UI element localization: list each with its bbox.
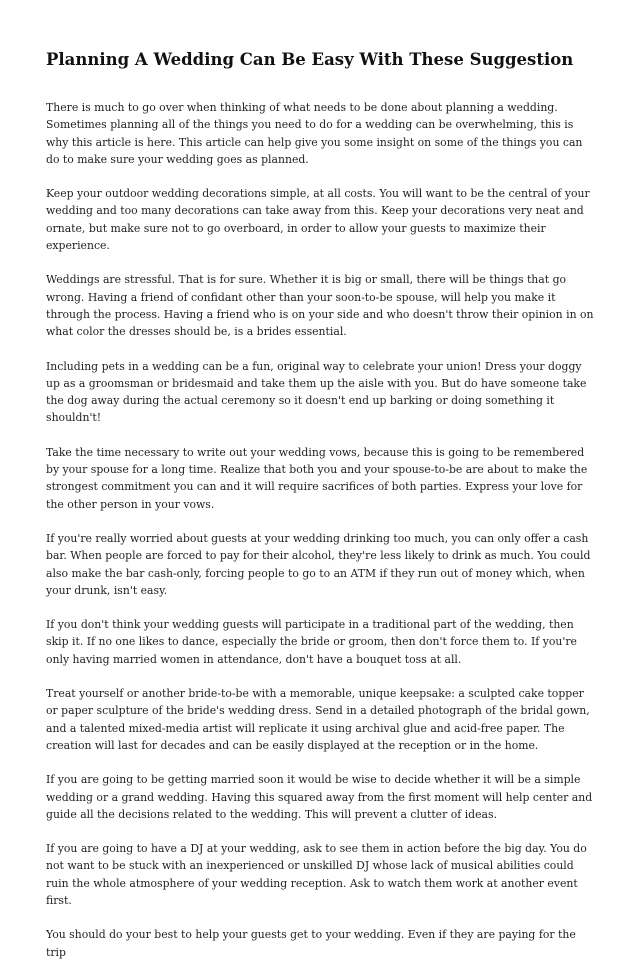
document-title: Planning A Wedding Can Be Easy With These Suggestion [46, 50, 574, 69]
paragraph-5: Take the time necessary to write out your wedding vows, because this is going to be remembered by your spouse for a long time. Realize that both you and your spouse-to-be are about to make the strongest commitment you can and it will require sacrifices of both parties. Express your love for the other person in your vows. [46, 445, 588, 511]
paragraph-9: If you are going to be getting married soon it would be wise to decide whether it will be a simple wedding or a grand wedding. Having this squared away from the first moment will help center and guide all the decisions related to the wedding. This will prevent a clutter of ideas. [46, 773, 593, 821]
paragraph-4: Including pets in a wedding can be a fun, original way to celebrate your union! Dress your doggy up as a groomsman or bridesmaid and take them up the aisle with you. But do have someone take the dog away during the actual ceremony so it doesn't end up barking or doing something it shouldn't! [46, 359, 587, 425]
paragraph-6: If you're really worried about guests at your wedding drinking too much, you can only offer a cash bar. When people are forced to pay for their alcohol, they're less likely to drink as much. You could also make the bar cash-only, forcing people to go to an ATM if they run out of money which, when your drunk, isn't easy. [46, 531, 591, 597]
paragraph-1: There is much to go over when thinking of what needs to be done about planning a wedding. Sometimes planning all of the things you need to do for a wedding can be overwhelming, this is why this article is here. This article can help give you some insight on some of the things you can do to make sure your wedding goes as planned. [46, 101, 583, 166]
paragraph-11: You should do your best to help your guests get to your wedding. Even if they are paying for the trip [46, 928, 576, 959]
paragraph-3: Weddings are stressful. That is for sure. Whether it is big or small, there will be things that go wrong. Having a friend of confidant other than your soon-to-be spouse, will help you make it through the process. Having a friend who is on your side and who doesn't throw their opinion in on what color the dresses should be, is a brides essential. [46, 273, 594, 339]
document-page [46, 49, 594, 978]
paragraph-10: If you are going to have a DJ at your wedding, ask to see them in action before the big day. You do not want to be stuck with an inexperienced or unskilled DJ whose lack of musical abilities could ruin the whole atmosphere of your wedding reception. Ask to watch them work at another event first. [46, 842, 587, 907]
paragraph-8: Treat yourself or another bride-to-be with a memorable, unique keepsake: a sculpted cake topper or paper sculpture of the bride's wedding dress. Send in a detailed photograph of the bridal gown, and a talented mixed-media artist will replicate it using archival glue and acid-free paper. The creation will last for decades and can be easily displayed at the reception or in the home. [46, 687, 590, 752]
paragraph-7: If you don't think your wedding guests will participate in a traditional part of the wedding, then skip it. If no one likes to dance, especially the bride or groom, then don't force them to. If you're only having married women in attendance, don't have a bouquet toss at all. [46, 618, 577, 666]
paragraph-2: Keep your outdoor wedding decorations simple, at all costs. You will want to be the central of your wedding and too many decorations can take away from this. Keep your decorations very neat and ornate, but make sure not to go overboard, in order to allow your guests to maximize their experience. [46, 187, 590, 253]
